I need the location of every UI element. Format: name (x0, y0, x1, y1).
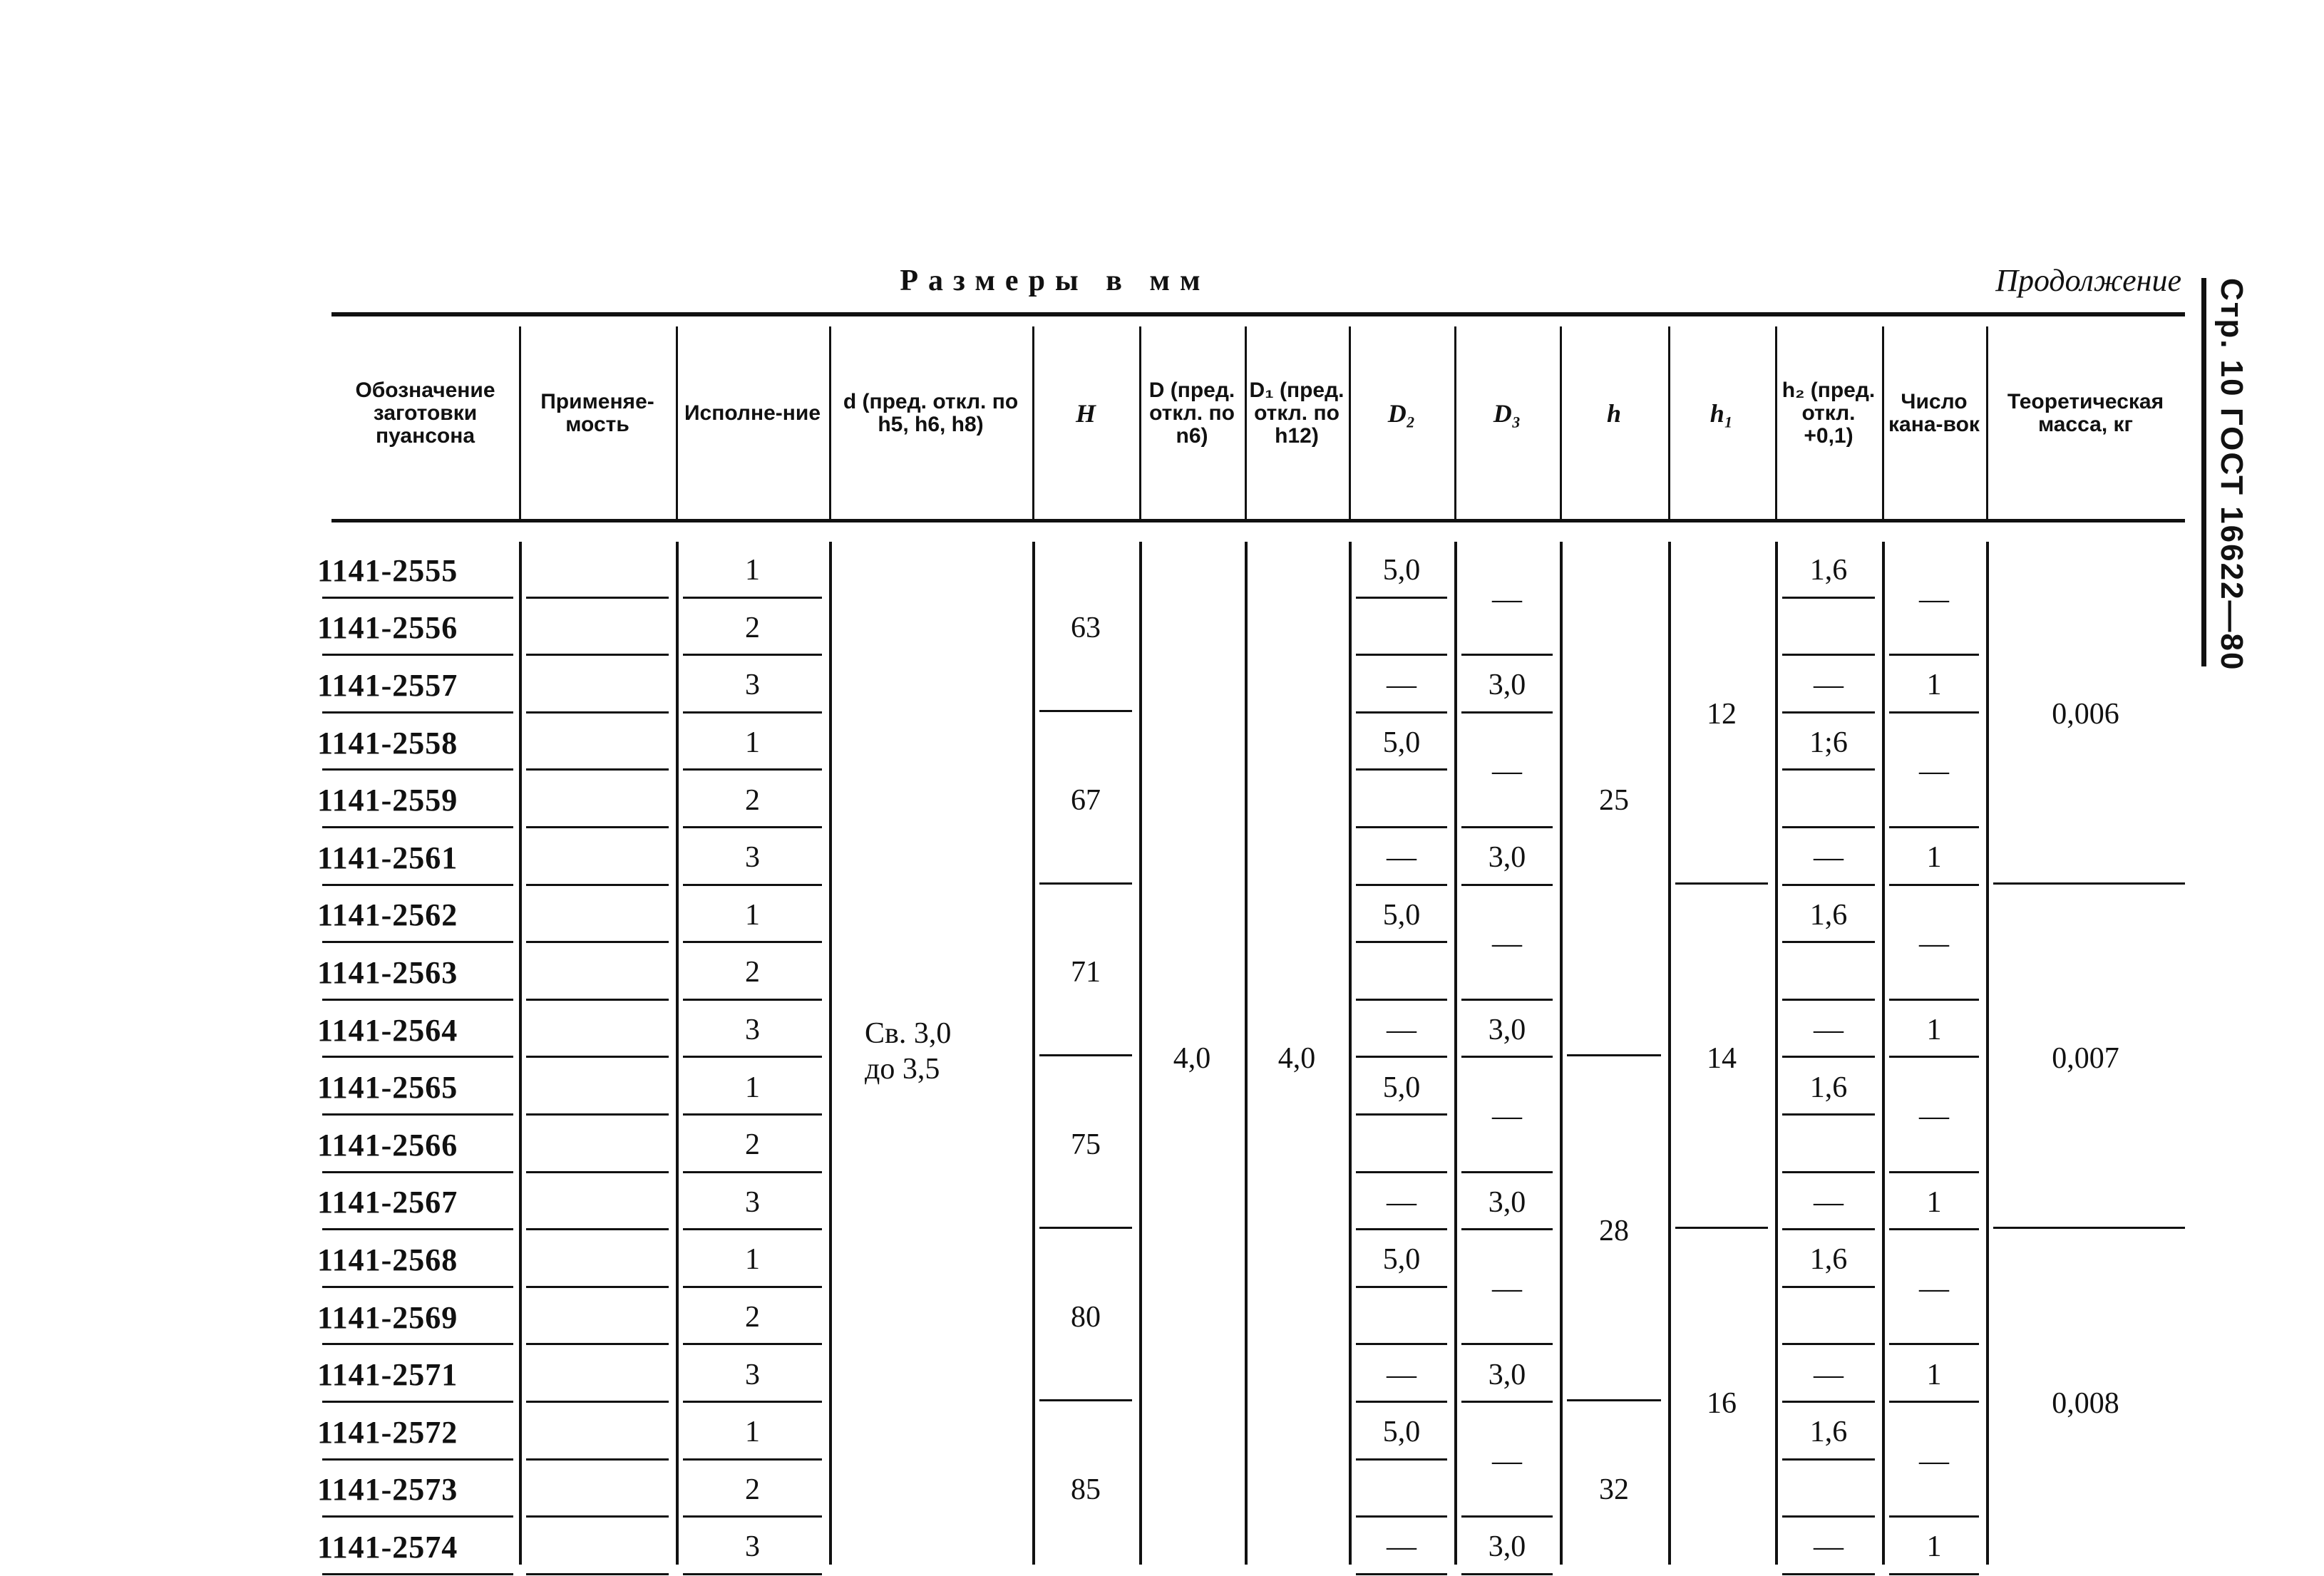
row-divider (683, 1113, 822, 1116)
d2-cell: — (1387, 1185, 1416, 1219)
row-divider (1567, 1399, 1661, 1401)
h2-cell: 1,6 (1809, 898, 1848, 932)
punch-code: 1141-2574 (317, 1529, 458, 1565)
row-divider (1993, 1227, 2185, 1229)
header-column-divider (1454, 326, 1456, 519)
column-divider (519, 542, 522, 1565)
row-divider (1461, 1515, 1553, 1518)
row-divider (683, 884, 822, 886)
row-divider (1039, 1227, 1132, 1229)
punch-code: 1141-2562 (317, 897, 458, 933)
row-divider (1889, 999, 1979, 1001)
row-divider (1356, 597, 1447, 599)
row-divider (1782, 941, 1875, 943)
row-divider (1782, 1228, 1875, 1230)
row-divider (1889, 1401, 1979, 1403)
row-divider (1782, 1401, 1875, 1403)
chislo-cell: 1 (1926, 669, 1942, 702)
punch-code: 1141-2565 (317, 1070, 458, 1106)
h2-cell: 1,6 (1809, 554, 1848, 587)
d2-cell: — (1387, 1014, 1416, 1047)
ispolnenie-cell: 1 (745, 554, 760, 587)
row-divider (526, 1286, 669, 1288)
row-divider (683, 1056, 822, 1058)
header-0: Обозначение заготовки пуансона (355, 378, 495, 448)
row-divider (1039, 882, 1132, 885)
row-divider (1461, 654, 1553, 656)
row-divider (1356, 654, 1447, 656)
d2-cell: 5,0 (1382, 898, 1421, 932)
code-underline (322, 768, 513, 771)
d3-cell: 3,0 (1488, 841, 1526, 875)
header-column-divider (676, 326, 678, 519)
row-divider (1889, 711, 1979, 714)
side-page-title (2181, 278, 2260, 671)
row-divider (1356, 999, 1447, 1001)
ispolnenie-cell: 1 (745, 1071, 760, 1104)
punch-code: 1141-2572 (317, 1414, 458, 1450)
row-divider (1039, 1054, 1132, 1056)
d2-cell: 5,0 (1382, 1243, 1421, 1277)
chislo-cell: — (1919, 1099, 1949, 1133)
column-divider (1349, 542, 1352, 1565)
ispolnenie-cell: 2 (745, 1473, 760, 1506)
row-divider (1782, 1343, 1875, 1345)
h2-cell: — (1814, 669, 1844, 702)
ispolnenie-cell: 3 (745, 1014, 760, 1047)
ispolnenie-cell: 3 (745, 1358, 760, 1391)
code-underline (322, 999, 513, 1001)
h1-value: 12 (1707, 697, 1737, 731)
mass-value: 0,007 (2052, 1042, 2119, 1076)
punch-code: 1141-2561 (317, 840, 458, 875)
d3-cell: 3,0 (1488, 1358, 1526, 1391)
d3-cell: 3,0 (1488, 1530, 1526, 1564)
h1-value: 14 (1707, 1042, 1737, 1076)
code-underline (322, 711, 513, 714)
header-column-divider (1349, 326, 1351, 519)
d-range: Св. 3,0 до 3,5 (865, 1016, 952, 1086)
row-divider (1993, 882, 2185, 885)
row-divider (1889, 1515, 1979, 1518)
punch-code: 1141-2559 (317, 783, 458, 818)
h2-cell: 1,6 (1809, 1416, 1848, 1449)
ispolnenie-cell: 2 (745, 1301, 760, 1334)
ispolnenie-cell: 2 (745, 611, 760, 644)
row-divider (1356, 768, 1447, 771)
ispolnenie-cell: 3 (745, 1530, 760, 1564)
H-value: 80 (1071, 1301, 1101, 1334)
row-divider (526, 768, 669, 771)
punch-code: 1141-2573 (317, 1472, 458, 1508)
d3-cell: — (1492, 1444, 1522, 1478)
row-divider (683, 1286, 822, 1288)
punch-code: 1141-2557 (317, 667, 458, 703)
row-divider (1782, 1458, 1875, 1461)
chislo-cell: 1 (1926, 1358, 1942, 1391)
row-divider (1889, 1343, 1979, 1345)
header-3: d (пред. откл. по h5, h6, h8) (843, 390, 1019, 436)
row-divider (1356, 1113, 1447, 1116)
code-underline (322, 1458, 513, 1461)
row-divider (1039, 1399, 1132, 1401)
row-divider (1356, 1573, 1447, 1575)
code-underline (322, 1286, 513, 1288)
row-divider (1461, 711, 1553, 714)
column-divider (676, 542, 679, 1565)
header-column-divider (1882, 326, 1884, 519)
row-divider (1889, 1228, 1979, 1230)
row-divider (683, 826, 822, 828)
header-column-divider (1775, 326, 1777, 519)
h2-cell: — (1814, 1530, 1844, 1564)
row-divider (526, 1056, 669, 1058)
row-divider (1782, 1573, 1875, 1575)
punch-code: 1141-2571 (317, 1357, 458, 1393)
header-9: h (1606, 399, 1622, 428)
header-2: Исполне-ние (684, 401, 821, 425)
column-divider (1454, 542, 1457, 1565)
header-7: D₂ (1387, 399, 1416, 428)
mass-value: 0,006 (2052, 697, 2119, 731)
code-underline (322, 1113, 513, 1116)
row-divider (526, 711, 669, 714)
h2-cell: 1;6 (1809, 726, 1848, 760)
header-column-divider (1245, 326, 1247, 519)
code-underline (322, 884, 513, 886)
row-divider (1356, 1171, 1447, 1173)
row-divider (683, 1515, 822, 1518)
row-divider (1356, 1458, 1447, 1461)
chislo-cell: 1 (1926, 841, 1942, 875)
header-bottom-rule (331, 519, 2185, 522)
header-12: Число кана-вок (1888, 390, 1980, 436)
chislo-cell: — (1919, 582, 1949, 616)
d2-cell: 5,0 (1382, 554, 1421, 587)
row-divider (1461, 999, 1553, 1001)
chislo-cell: — (1919, 1444, 1949, 1478)
row-divider (526, 1171, 669, 1173)
row-divider (1782, 999, 1875, 1001)
header-column-divider (519, 326, 521, 519)
code-underline (322, 826, 513, 828)
d2-cell: 5,0 (1382, 1071, 1421, 1104)
h-value: 28 (1599, 1215, 1629, 1248)
header-column-divider (1560, 326, 1562, 519)
header-11: h₂ (пред. откл. +0,1) (1781, 378, 1876, 448)
d3-cell: 3,0 (1488, 1014, 1526, 1047)
row-divider (1461, 1228, 1553, 1230)
H-value: 67 (1071, 783, 1101, 817)
header-column-divider (1139, 326, 1141, 519)
row-divider (683, 999, 822, 1001)
header-13: Теоретическая масса, кг (2007, 390, 2164, 436)
punch-code: 1141-2569 (317, 1299, 458, 1335)
row-divider (1356, 1286, 1447, 1288)
h1-value: 16 (1707, 1386, 1737, 1420)
table-caption: Размеры в мм (900, 264, 1210, 297)
row-divider (1461, 1401, 1553, 1403)
ispolnenie-cell: 1 (745, 898, 760, 932)
code-underline (322, 1056, 513, 1058)
row-divider (1567, 1054, 1661, 1056)
punch-code: 1141-2558 (317, 725, 458, 761)
row-divider (526, 597, 669, 599)
punch-code: 1141-2563 (317, 954, 458, 990)
row-divider (1461, 1343, 1553, 1345)
row-divider (1675, 882, 1768, 885)
d2-cell: — (1387, 669, 1416, 702)
header-column-divider (1032, 326, 1034, 519)
row-divider (1782, 1171, 1875, 1173)
row-divider (526, 1458, 669, 1461)
chislo-cell: — (1919, 927, 1949, 961)
row-divider (1782, 826, 1875, 828)
header-1: Применяе-мость (540, 390, 654, 436)
h-value: 25 (1599, 783, 1629, 817)
header-8: D₃ (1493, 399, 1521, 428)
d3-cell: — (1492, 755, 1522, 788)
d2-cell: 5,0 (1382, 1416, 1421, 1449)
ispolnenie-cell: 1 (745, 726, 760, 760)
row-divider (1356, 1056, 1447, 1058)
d3-cell: — (1492, 1272, 1522, 1305)
row-divider (526, 884, 669, 886)
continuation-label: Продолжение (1995, 263, 2181, 298)
header-6: D₁ (пред. откл. по h12) (1249, 378, 1344, 448)
mass-value: 0,008 (2052, 1386, 2119, 1420)
column-divider (1775, 542, 1778, 1565)
code-underline (322, 1343, 513, 1345)
ispolnenie-cell: 2 (745, 783, 760, 817)
punch-code: 1141-2567 (317, 1185, 458, 1220)
d3-cell: 3,0 (1488, 1185, 1526, 1219)
ispolnenie-cell: 1 (745, 1243, 760, 1277)
punch-code: 1141-2568 (317, 1242, 458, 1277)
header-column-divider (1986, 326, 1988, 519)
row-divider (1356, 1515, 1447, 1518)
side-title-text: Стр. 10 ГОСТ 16622—80 (2214, 278, 2249, 671)
h2-cell: 1,6 (1809, 1243, 1848, 1277)
row-divider (1782, 1056, 1875, 1058)
row-divider (1889, 1171, 1979, 1173)
ispolnenie-cell: 2 (745, 956, 760, 989)
header-5: D (пред. откл. по n6) (1148, 378, 1235, 448)
row-divider (526, 1515, 669, 1518)
code-underline (322, 1228, 513, 1230)
row-divider (1461, 1171, 1553, 1173)
row-divider (1675, 1227, 1768, 1229)
row-divider (1356, 941, 1447, 943)
d3-cell: 3,0 (1488, 669, 1526, 702)
d3-cell: — (1492, 927, 1522, 961)
row-divider (683, 597, 822, 599)
header-10: h₁ (1709, 399, 1734, 428)
header-4: H (1075, 399, 1096, 428)
row-divider (1356, 711, 1447, 714)
ispolnenie-cell: 3 (745, 1185, 760, 1219)
row-divider (1356, 884, 1447, 886)
row-divider (683, 1228, 822, 1230)
d3-cell: — (1492, 1099, 1522, 1133)
side-title-rule (2201, 278, 2206, 666)
row-divider (1461, 1573, 1553, 1575)
row-divider (1782, 884, 1875, 886)
row-divider (1782, 654, 1875, 656)
d2-cell: 5,0 (1382, 726, 1421, 760)
ispolnenie-cell: 1 (745, 1416, 760, 1449)
header-column-divider (829, 326, 831, 519)
column-divider (1882, 542, 1885, 1565)
ispolnenie-cell: 3 (745, 669, 760, 702)
row-divider (683, 1171, 822, 1173)
row-divider (526, 1228, 669, 1230)
punch-code: 1141-2556 (317, 610, 458, 646)
d3-cell: — (1492, 582, 1522, 616)
punch-code: 1141-2555 (317, 552, 458, 588)
row-divider (1782, 1286, 1875, 1288)
punch-code: 1141-2564 (317, 1012, 458, 1048)
chislo-cell: — (1919, 1272, 1949, 1305)
row-divider (526, 654, 669, 656)
h2-cell: — (1814, 1358, 1844, 1391)
row-divider (1461, 1056, 1553, 1058)
row-divider (683, 1458, 822, 1461)
D-value: 4,0 (1173, 1042, 1211, 1076)
code-underline (322, 1401, 513, 1403)
code-underline (322, 941, 513, 943)
row-divider (1782, 1515, 1875, 1518)
chislo-cell: 1 (1926, 1014, 1942, 1047)
punch-code: 1141-2566 (317, 1127, 458, 1163)
row-divider (1039, 710, 1132, 712)
row-divider (683, 654, 822, 656)
row-divider (526, 1401, 669, 1403)
row-divider (1782, 768, 1875, 771)
row-divider (526, 941, 669, 943)
row-divider (1782, 711, 1875, 714)
row-divider (526, 1343, 669, 1345)
row-divider (1356, 1228, 1447, 1230)
row-divider (1461, 884, 1553, 886)
d2-cell: — (1387, 1530, 1416, 1564)
column-divider (829, 542, 832, 1565)
row-divider (1782, 597, 1875, 599)
row-divider (1889, 826, 1979, 828)
header-column-divider (1668, 326, 1670, 519)
row-divider (526, 999, 669, 1001)
h2-cell: — (1814, 841, 1844, 875)
row-divider (1356, 1401, 1447, 1403)
H-value: 85 (1071, 1473, 1101, 1506)
row-divider (1356, 826, 1447, 828)
row-divider (1356, 1343, 1447, 1345)
row-divider (683, 1573, 822, 1575)
d2-cell: — (1387, 841, 1416, 875)
row-divider (1889, 884, 1979, 886)
code-underline (322, 1515, 513, 1518)
row-divider (1461, 826, 1553, 828)
d2-cell: — (1387, 1358, 1416, 1391)
row-divider (683, 941, 822, 943)
code-underline (322, 597, 513, 599)
chislo-cell: 1 (1926, 1185, 1942, 1219)
ispolnenie-cell: 2 (745, 1128, 760, 1162)
D1-value: 4,0 (1277, 1042, 1316, 1076)
h2-cell: — (1814, 1185, 1844, 1219)
ispolnenie-cell: 3 (745, 841, 760, 875)
chislo-cell: — (1919, 755, 1949, 788)
H-value: 63 (1071, 611, 1101, 644)
row-divider (1889, 1573, 1979, 1575)
chislo-cell: 1 (1926, 1530, 1942, 1564)
h2-cell: — (1814, 1014, 1844, 1047)
H-value: 71 (1071, 956, 1101, 989)
row-divider (683, 768, 822, 771)
code-underline (322, 1171, 513, 1173)
h-value: 32 (1599, 1473, 1629, 1506)
row-divider (526, 1113, 669, 1116)
row-divider (1889, 1056, 1979, 1058)
code-underline (322, 1573, 513, 1575)
row-divider (683, 1343, 822, 1345)
H-value: 75 (1071, 1128, 1101, 1162)
row-divider (683, 1401, 822, 1403)
row-divider (683, 711, 822, 714)
code-underline (322, 654, 513, 656)
row-divider (526, 1573, 669, 1575)
h2-cell: 1,6 (1809, 1071, 1848, 1104)
row-divider (526, 826, 669, 828)
row-divider (1889, 654, 1979, 656)
row-divider (1782, 1113, 1875, 1116)
